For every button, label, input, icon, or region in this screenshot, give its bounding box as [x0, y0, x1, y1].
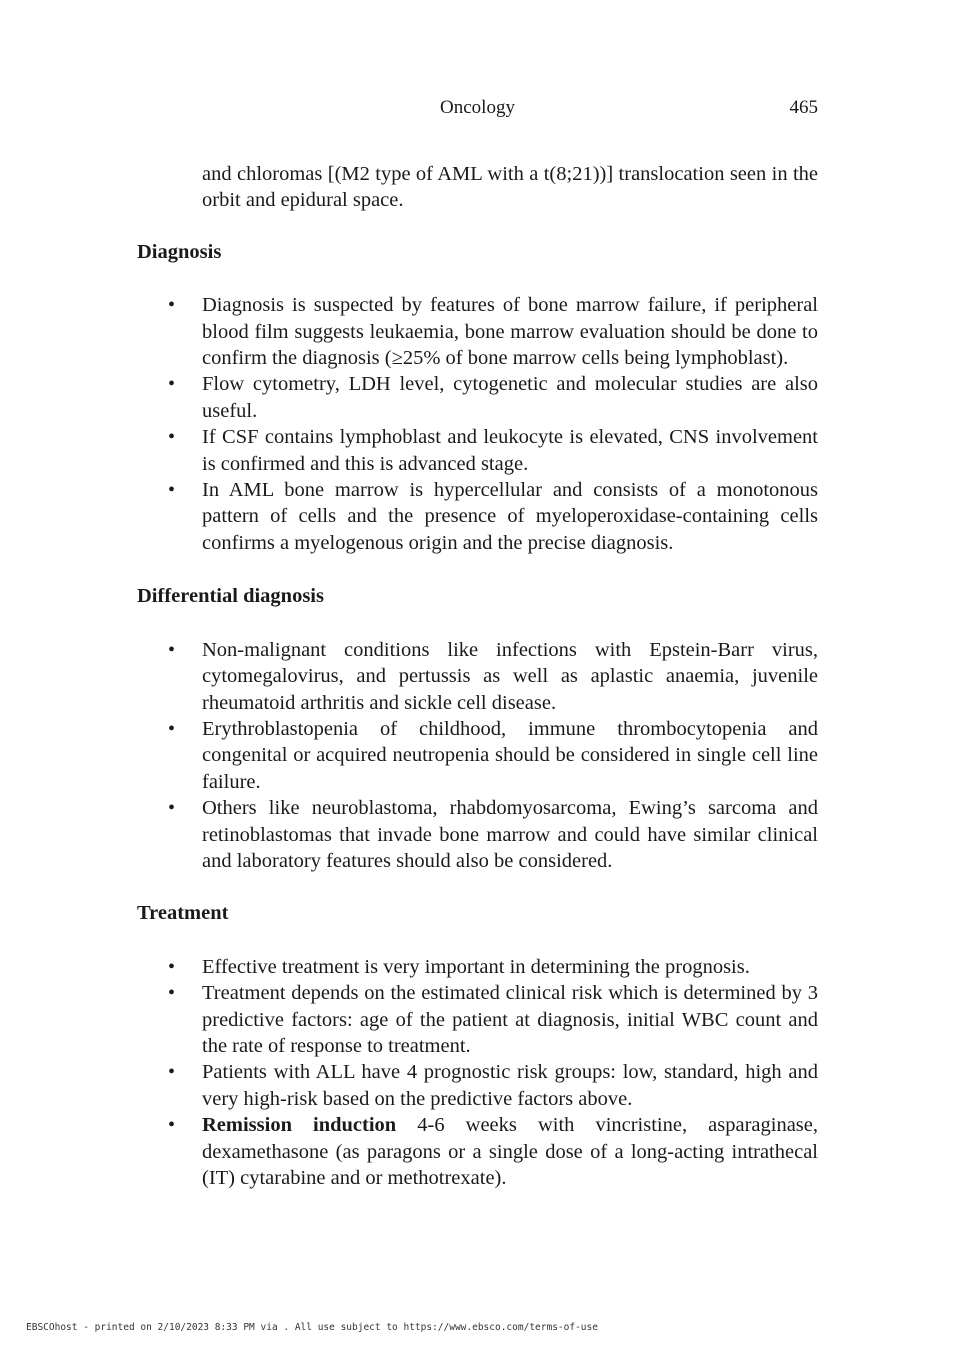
bullet-icon: • — [168, 982, 176, 1005]
list-item-text: Treatment depends on the estimated clinical risk which is determined by 3 predictive factors: age of the patient at diagnosis, initial WBC count and the rate of response to treatment. — [202, 982, 818, 1057]
list-item-text: Flow cytometry, LDH level, cytogenetic and molecular studies are also useful. — [202, 373, 818, 422]
diagnosis-list — [137, 292, 818, 556]
list-item-text: Patients with ALL have 4 prognostic risk groups: low, standard, high and very high-risk based on the predictive factors above. — [202, 1061, 818, 1110]
list-item-text: Diagnosis is suspected by features of bone marrow failure, if peripheral blood film suggests leukaemia, bone marrow evaluation should be done to confirm the diagnosis (≥25% of bone marrow cells being lymphoblast). — [202, 294, 818, 370]
list-item-text: 4-6 weeks with vincristine, asparaginase, dexamethasone (as paragons or a single dose of a long-acting intrathecal (IT) cytarabine and or methotrexate). — [202, 1114, 819, 1189]
list-item — [137, 292, 818, 371]
list-item — [137, 637, 818, 716]
bullet-icon: • — [168, 955, 176, 978]
bullet-icon: • — [168, 426, 176, 449]
bullet-icon: • — [168, 717, 176, 740]
page-body — [137, 161, 818, 1191]
section-heading-treatment: Treatment — [137, 902, 229, 925]
bullet-icon: • — [168, 1114, 176, 1137]
list-item-bold-term: Remission induction — [202, 1114, 397, 1137]
bullet-icon: • — [168, 373, 176, 396]
list-item — [137, 477, 818, 556]
list-item-text: Erythroblastopenia of childhood, immune thrombocytopenia and congenital or acquired neutropenia should be considered in single cell line failure. — [202, 717, 818, 793]
differential-diagnosis-list — [137, 637, 818, 875]
list-item — [137, 1059, 818, 1112]
continued-paragraph: and chloromas [(M2 type of AML with a t(8;21))] translocation seen in the orbit and epidural space. — [202, 163, 818, 212]
list-item-text: In AML bone marrow is hypercellular and consists of a monotonous pattern of cells and the presence of myeloperoxidase-containing cells confirms a myelogenous origin and the precise diagnosis. — [202, 479, 818, 554]
list-item-text: If CSF contains lymphoblast and leukocyte is elevated, CNS involvement is confirmed and this is advanced stage. — [202, 426, 818, 475]
bullet-icon: • — [168, 797, 176, 820]
list-item-text: Others like neuroblastoma, rhabdomyosarcoma, Ewing’s sarcoma and retinoblastomas that invade bone marrow and could have similar clinical and laboratory features should also be considered. — [202, 797, 818, 872]
list-item-text: Non-malignant conditions like infections with Epstein-Barr virus, cytomegalovirus, and pertussis as well as aplastic anaemia, juvenile rheumatoid arthritis and sickle cell disease. — [202, 638, 818, 714]
running-title: Oncology — [440, 97, 515, 118]
print-footer: EBSCOhost - printed on 2/10/2023 8:33 PM via . All use subject to https://www.ebsco.com/terms-of-use — [26, 1322, 598, 1333]
running-header — [0, 97, 955, 121]
list-item — [137, 954, 818, 980]
list-item — [137, 795, 818, 874]
list-item-text: Effective treatment is very important in determining the prognosis. — [202, 955, 750, 978]
page-number: 465 — [789, 97, 818, 118]
bullet-icon: • — [168, 638, 176, 661]
bullet-icon: • — [168, 479, 176, 502]
bullet-icon: • — [168, 1061, 176, 1084]
list-item — [137, 371, 818, 424]
list-item — [137, 1112, 818, 1191]
treatment-list — [137, 954, 818, 1192]
section-heading-differential-diagnosis: Differential diagnosis — [137, 585, 324, 608]
list-item — [137, 716, 818, 795]
list-item — [137, 424, 818, 477]
list-item — [137, 980, 818, 1059]
bullet-icon: • — [168, 294, 176, 317]
section-heading-diagnosis: Diagnosis — [137, 240, 222, 263]
